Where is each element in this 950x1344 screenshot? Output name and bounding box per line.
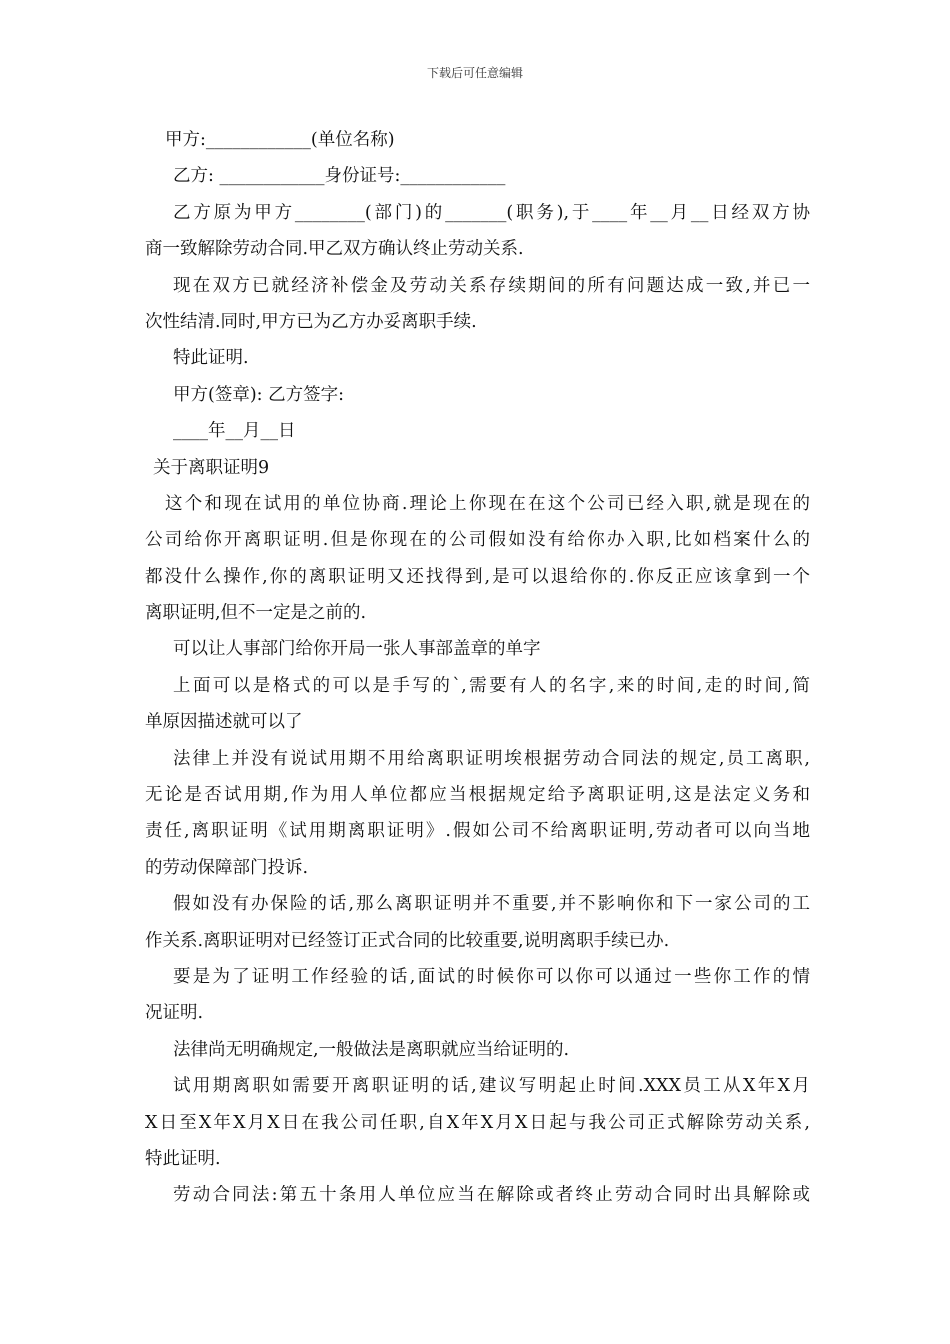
text-line: X日至X年X月X日在我公司任职,自X年X月X日起与我公司正式解除劳动关系,: [145, 1112, 810, 1133]
text-line: 都没什么操作,你的离职证明又还找得到,是可以退给你的.你反正应该拿到一个: [145, 566, 810, 587]
text-line: 这个和现在试用的单位协商.理论上你现在在这个公司已经入职,就是现在的: [165, 493, 810, 514]
text-line: 次性结清.同时,甲方已为乙方办妥离职手续.: [145, 311, 477, 332]
document-body: [145, 122, 810, 1214]
text-line: 要是为了证明工作经验的话,面试的时候你可以你可以通过一些你工作的情: [173, 966, 810, 987]
party-b-line: 乙方: ____________身份证号:____________: [173, 166, 506, 187]
text-line: 假如没有办保险的话,那么离职证明并不重要,并不影响你和下一家公司的工: [173, 894, 810, 915]
text-line: 特此证明.: [145, 1148, 221, 1169]
text-line: 法律尚无明确规定,一般做法是离职就应当给证明的.: [173, 1039, 570, 1060]
text-line: 离职证明,但不一定是之前的.: [145, 603, 367, 624]
text-line: 乙方原为甲方________(部门)的_______(职务),于____年__月__日经双方协: [173, 202, 810, 223]
party-a-line: 甲方:____________(单位名称): [165, 130, 395, 150]
text-line: 单原因描述就可以了: [145, 712, 303, 733]
text-line: 无论是否试用期,作为用人单位都应当根据规定给予离职证明,这是法定义务和: [145, 785, 810, 806]
text-line: 劳动合同法:第五十条用人单位应当在解除或者终止劳动合同时出具解除或: [173, 1185, 810, 1206]
text-line: 法律上并没有说试用期不用给离职证明埃根据劳动合同法的规定,员工离职,: [173, 748, 810, 769]
text-line: 责任,离职证明《试用期离职证明》.假如公司不给离职证明,劳动者可以向当地: [145, 821, 810, 842]
text-line: 作关系.离职证明对已经签订正式合同的比较重要,说明离职手续已办.: [145, 930, 670, 951]
certification-line: 特此证明.: [173, 348, 249, 369]
text-line: 试用期离职如需要开离职证明的话,建议写明起止时间.XXX员工从X年X月: [173, 1076, 810, 1097]
text-line: 商一致解除劳动合同.甲乙双方确认终止劳动关系.: [145, 239, 524, 260]
text-line: 可以让人事部门给你开局一张人事部盖章的单字: [173, 639, 541, 660]
text-line: 上面可以是格式的可以是手写的`,需要有人的名字,来的时间,走的时间,简: [173, 675, 810, 696]
date-line: ____年__月__日: [173, 421, 296, 442]
page-header-note: 下载后可任意编辑: [426, 66, 523, 80]
text-line: 现在双方已就经济补偿金及劳动关系存续期间的所有问题达成一致,并已一: [173, 275, 810, 296]
text-line: 公司给你开离职证明.但是你现在的公司假如没有给你办入职,比如档案什么的: [145, 530, 810, 551]
section-heading: 关于离职证明9: [153, 457, 270, 478]
text-line: 的劳动保障部门投诉.: [145, 857, 309, 878]
text-line: 况证明.: [145, 1003, 204, 1024]
signature-line: 甲方(签章): 乙方签字:: [173, 384, 345, 405]
